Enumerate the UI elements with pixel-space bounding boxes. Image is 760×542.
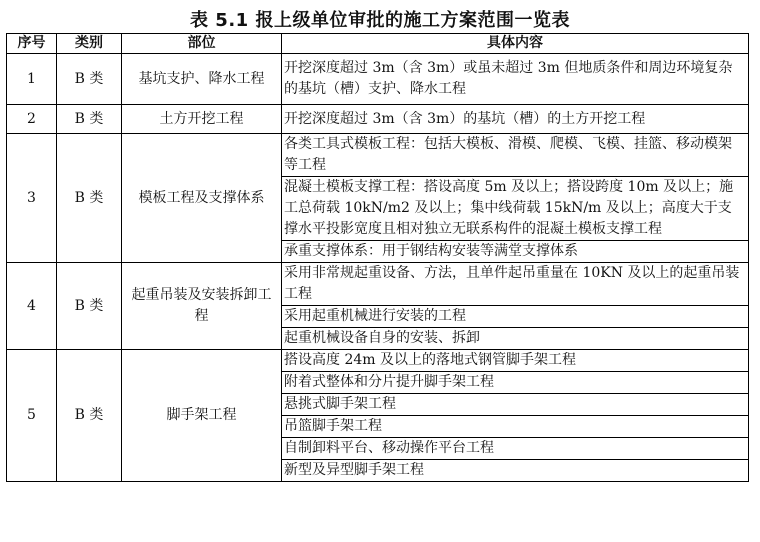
table-row [7, 350, 749, 372]
row-category: B 类 [57, 350, 122, 482]
row-content: 承重支撑体系：用于钢结构安装等满堂支撑体系 [282, 241, 749, 263]
row-content: 搭设高度 24m 及以上的落地式钢管脚手架工程 [282, 350, 749, 372]
table-row [7, 134, 749, 177]
row-content: 采用起重机械进行安装的工程 [282, 306, 749, 328]
row-part: 脚手架工程 [122, 350, 282, 482]
row-num: 3 [7, 134, 57, 263]
header-num: 序号 [7, 34, 57, 54]
row-content: 悬挑式脚手架工程 [282, 394, 749, 416]
table-row [7, 54, 749, 105]
row-num: 2 [7, 105, 57, 134]
row-num: 1 [7, 54, 57, 105]
header-content: 具体内容 [282, 34, 749, 54]
header-row [7, 34, 749, 54]
row-content: 附着式整体和分片提升脚手架工程 [282, 372, 749, 394]
row-part: 基坑支护、降水工程 [122, 54, 282, 105]
row-content: 起重机械设备自身的安装、拆卸 [282, 328, 749, 350]
row-category: B 类 [57, 54, 122, 105]
row-content: 开挖深度超过 3m（含 3m）或虽未超过 3m 但地质条件和周边环境复杂的基坑（槽）支护、降水工程 [282, 54, 749, 105]
header-category: 类别 [57, 34, 122, 54]
row-num: 4 [7, 263, 57, 350]
row-content: 开挖深度超过 3m（含 3m）的基坑（槽）的土方开挖工程 [282, 105, 749, 134]
row-content: 混凝土模板支撑工程：搭设高度 5m 及以上；搭设跨度 10m 及以上；施工总荷载 10kN/m2 及以上；集中线荷载 15kN/m 及以上；高度大于支撑水平投影宽度且相对独立无联系构件的混凝土模板支撑工程 [282, 177, 749, 241]
row-content: 采用非常规起重设备、方法，且单件起吊重量在 10KN 及以上的起重吊装工程 [282, 263, 749, 306]
row-part: 土方开挖工程 [122, 105, 282, 134]
row-content: 新型及异型脚手架工程 [282, 460, 749, 482]
table-title: 表 5.1 报上级单位审批的施工方案范围一览表 [190, 10, 570, 31]
row-category: B 类 [57, 263, 122, 350]
row-num: 5 [7, 350, 57, 482]
row-part: 模板工程及支撑体系 [122, 134, 282, 263]
row-category: B 类 [57, 105, 122, 134]
table-row [7, 263, 749, 306]
approval-scope-table [6, 33, 749, 482]
row-content: 各类工具式模板工程：包括大模板、滑模、爬模、飞模、挂篮、移动模架等工程 [282, 134, 749, 177]
row-content: 自制卸料平台、移动操作平台工程 [282, 438, 749, 460]
row-content: 吊篮脚手架工程 [282, 416, 749, 438]
table-row [7, 105, 749, 134]
row-category: B 类 [57, 134, 122, 263]
row-part: 起重吊装及安装拆卸工程 [122, 263, 282, 350]
header-part: 部位 [122, 34, 282, 54]
